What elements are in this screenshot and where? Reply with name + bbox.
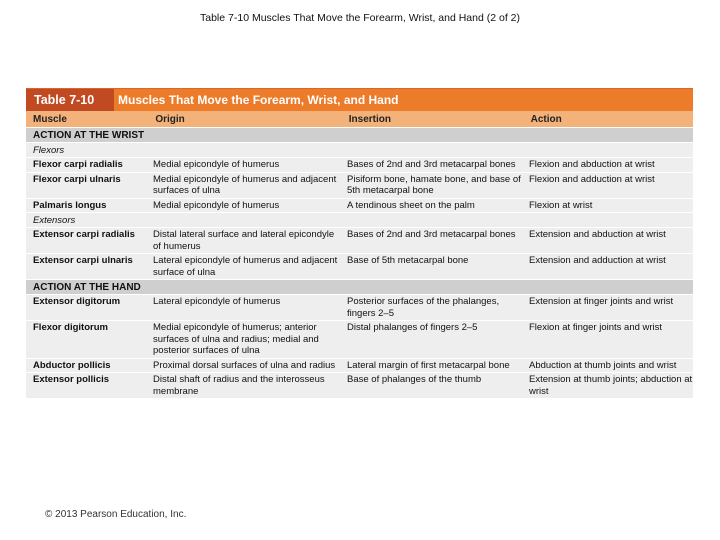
insertion-cell: Posterior surfaces of the phalanges, fingers 2–5 (347, 296, 500, 319)
table-row (26, 358, 693, 373)
muscle-cell: Flexor digitorum (33, 322, 108, 333)
origin-cell: Lateral epicondyle of humerus and adjacent surface of ulna (153, 255, 338, 278)
table-row (26, 227, 693, 253)
insertion-cell: Lateral margin of first metacarpal bone (347, 359, 510, 371)
origin-cell: Distal lateral surface and lateral epicondyle of humerus (153, 229, 335, 252)
origin-cell: Distal shaft of radius and the interosseus membrane (153, 374, 325, 397)
origin-cell: Lateral epicondyle of humerus (153, 296, 281, 307)
muscle-cell: Extensor pollicis (33, 374, 110, 385)
table-row (26, 198, 693, 213)
muscle-cell: Extensor carpi radialis (33, 229, 135, 240)
origin-cell: Medial epicondyle of humerus and adjacent surfaces of ulna (153, 173, 337, 196)
column-header-muscle: Muscle (33, 113, 67, 125)
insertion-cell: Base of 5th metacarpal bone (347, 255, 469, 266)
insertion-cell: Bases of 2nd and 3rd metacarpal bones (347, 159, 516, 170)
insertion-cell: Base of phalanges of the thumb (347, 374, 482, 385)
muscle-cell: Palmaris longus (33, 199, 107, 211)
origin-cell: Medial epicondyle of humerus (153, 199, 280, 211)
muscle-cell: Abductor pollicis (33, 359, 111, 371)
table-tag: Table 7-10 (26, 89, 114, 111)
action-cell: Flexion and abduction at wrist (529, 159, 655, 170)
origin-cell: Medial epicondyle of humerus (153, 159, 280, 170)
column-header-insertion: Insertion (348, 113, 391, 125)
table-row (26, 157, 693, 172)
muscle-cell: Flexor carpi ulnaris (33, 173, 121, 185)
insertion-cell: Distal phalanges of fingers 2–5 (347, 322, 478, 333)
column-header-row (26, 111, 693, 127)
slide-title: Table 7-10 Muscles That Move the Forearm, Wrist, and Hand (2 of 2) (200, 12, 520, 24)
copyright-text: © 2013 Pearson Education, Inc. (45, 509, 187, 520)
table-header (26, 88, 693, 111)
action-cell: Extension at thumb joints; abduction at wrist (529, 374, 693, 397)
table-row (26, 320, 693, 358)
origin-cell: Proximal dorsal surfaces of ulna and radius (153, 359, 336, 371)
group-flexors: Flexors (26, 142, 693, 157)
table-row (26, 372, 693, 398)
action-cell: Abduction at thumb joints and wrist (529, 359, 677, 371)
column-header-origin: Origin (155, 113, 185, 125)
origin-cell: Medial epicondyle of humerus; anterior surfaces of ulna and radius; medial and posterior surfaces of ulna (153, 322, 319, 356)
muscle-cell: Extensor carpi ulnaris (33, 255, 133, 266)
action-cell: Flexion and adduction at wrist (529, 173, 655, 185)
action-cell: Extension and adduction at wrist (529, 255, 666, 266)
table-row (26, 294, 693, 320)
table-title: Muscles That Move the Forearm, Wrist, and Hand (118, 93, 399, 107)
insertion-cell: Bases of 2nd and 3rd metacarpal bones (347, 229, 516, 240)
action-cell: Extension and abduction at wrist (529, 229, 666, 240)
column-header-action: Action (530, 113, 562, 125)
table-row (26, 172, 693, 198)
action-cell: Flexion at finger joints and wrist (529, 322, 663, 333)
insertion-cell: Pisiform bone, hamate bone, and base of 5th metacarpal bone (347, 173, 521, 196)
table-row (26, 253, 693, 279)
insertion-cell: A tendinous sheet on the palm (347, 199, 475, 211)
muscle-cell: Flexor carpi radialis (33, 159, 123, 170)
section-wrist: ACTION AT THE WRIST (26, 127, 693, 142)
section-hand: ACTION AT THE HAND (26, 279, 693, 294)
muscle-table (26, 88, 693, 398)
action-cell: Flexion at wrist (529, 199, 593, 211)
muscle-cell: Extensor digitorum (33, 296, 121, 307)
group-extensors: Extensors (26, 212, 693, 227)
action-cell: Extension at finger joints and wrist (529, 296, 674, 307)
